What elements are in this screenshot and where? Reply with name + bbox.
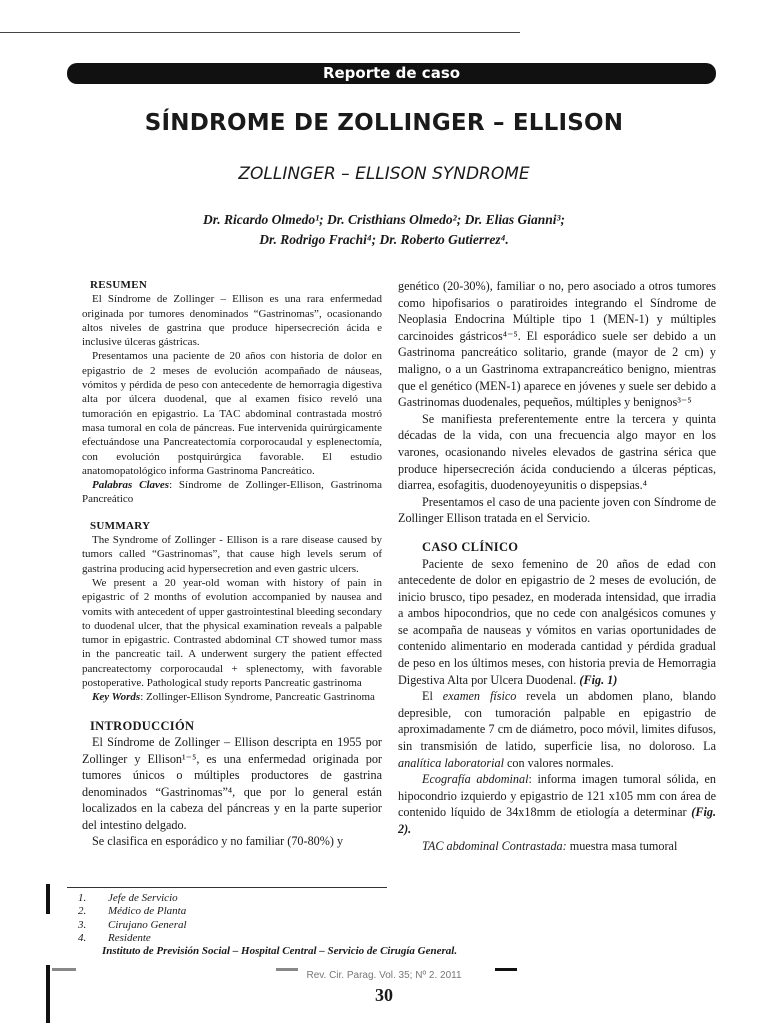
figure-ref: (Fig. 2).: [398, 805, 717, 836]
body-paragraph: TAC abdominal Contrastada: muestra masa tumoral: [422, 838, 678, 853]
resumen-heading: RESUMEN: [90, 279, 148, 291]
intro-paragraph: El Síndrome de Zollinger – Ellison descripta en 1955 por Zollinger y Ellison¹⁻⁵, es una enfermedad originada por tumores únicos o múltiples productores de gastrina denominados “Gastrinomas”⁴, que por lo general están localizados en la cabeza del páncreas y en la parte superior del intestino delgado.: [82, 734, 382, 832]
summary-paragraph: We present a 20 year-old woman with history of pain in epigastric of 2 months of evolution accompanied by nausea and vomits with antecedent of upper gastrointestinal bleeding secondary to duodenal ulcer, that the physical examination reveals a palpable tumor in epigastric. Contrasted abdominal CT showed tumor mass in the pancreatic tail. A underwent surgery the patient effected pancreatectomy corporocaudal + splenectomy, with favorable postoperative. Pathological study reports Pancreatic gastrinoma: [82, 576, 382, 690]
caso-clinico-heading: CASO CLÍNICO: [422, 539, 519, 554]
authors: [80, 210, 688, 250]
left-column: [82, 278, 382, 850]
figure-ref: (Fig. 1): [579, 672, 618, 687]
summary-paragraph: The Syndrome of Zollinger - Ellison is a rare disease caused by tumors called “Gastrinomas”, that cause high levels serum of gastrina producing acid hypersecretion and even gastric ulcers.: [82, 534, 382, 575]
body-paragraph: genético (20-30%), familiar o no, pero asociado a otros tumores como hipofisarios o paratiroides integrando el Síndrome de Neoplasia Endocrina Múltiple tipo 1 (MEN-1) y múltiples carcinoides gástricos⁴⁻⁵. El esporádico suele ser debido a un Gastrinoma pancreático solitario, grande (mayor de 2 cm) y maligno, o a un Gastrinoma extrapancreático benigno, mientras que el genético (MEN-1) aparece en jóvenes y suele ser debido a Gastrinomas duodenales, pequeños, múltiples y benignos³⁻⁵: [398, 279, 716, 410]
footnote: 2. Médico de Planta: [78, 905, 187, 918]
resumen-paragraph: Presentamos una paciente de 20 años con historia de dolor en epigastrio de 2 meses de evolución acompañado de náuseas, vómitos y pérdida de peso con antecedente de hemorragia digestiva alta por úlcera duodenal, que al examen físico reveló una tumoración en epigastrio. La TAC abdominal contrastada mostró masa tumoral en cola de páncreas. Fue intervenida quirúrgicamente efectuándose una Pancreatectomía corporocaudal y esplenectomía, con evolución postquirúrgica favorable. El estudio anatomopatológico informa Gastrinoma Pancreático.: [82, 350, 382, 477]
resumen-paragraph: El Síndrome de Zollinger – Ellison es una rara enfermedad originada por tumores denominados “Gastrinomas”, ocasionando altos niveles de gastrina que produce hipersecreción ácida e inclusive úlceras gástricas.: [82, 293, 382, 349]
footnote: 1. Jefe de Servicio: [78, 892, 178, 904]
body-paragraph: El examen físico revela un abdomen plano, blando depresible, con tumoración palpable en epigastrio de aproximadamente 7 cm de diámetro, poco móvil, limites difusos, sin transmisión de latido, superficie lisa, no doloroso. La analítica laboratorial con valores normales.: [398, 689, 717, 770]
intro-paragraph: Se clasifica en esporádico y no familiar (70-80%) y: [92, 834, 344, 849]
summary-heading: SUMMARY: [90, 519, 151, 532]
summary-keywords: Key Words: Zollinger-Ellison Syndrome, Pancreatic Gastrinoma: [92, 691, 375, 704]
body-paragraph: Ecografía abdominal: informa imagen tumoral sólida, en hipocondrio izquierdo y epigastrio de 121 x105 mm con área de contenido líquido de 34x18mm de etiología a determinar (Fig. 2).: [398, 772, 717, 836]
footnotes: [72, 892, 592, 958]
body-paragraph: Presentamos el caso de una paciente joven con Síndrome de Zollinger Ellison tratada en el Servicio.: [398, 494, 716, 526]
top-rule: [0, 32, 520, 33]
right-column: [398, 278, 716, 854]
authors-line-1: Dr. Ricardo Olmedo¹; Dr. Cristhians Olmedo²; Dr. Elias Gianni³;: [202, 212, 566, 227]
footnote-rule: [67, 887, 387, 888]
article-title: SÍNDROME DE ZOLLINGER – ELLISON: [144, 110, 624, 136]
footnote: 3. Cirujano General: [78, 918, 187, 931]
resumen-keywords: Palabras Claves: Síndrome de Zollinger-Ellison, Gastrinoma Pancreático: [82, 479, 382, 506]
section-band: Reporte de caso: [67, 63, 716, 84]
footnote: 4. Residente: [78, 931, 151, 944]
body-paragraph: Paciente de sexo femenino de 20 años de edad con antecedente de dolor en epigastrio de 2 meses de evolución, de inicio brusco, tipo pesadez, en moderada intensidad, que irradia a ambos hipocondrios, que no cede con analgésicos comunes y se acompaña de nauseas y vómitos en varias oportunidades de contenido alimentario en moderada cantidad y pérdida gradual de peso en los últimos meses, con historia previa de Hemorragia Digestiva Alta por Ulcera Duodenal. (Fig. 1): [398, 556, 716, 687]
page-number: 30: [375, 985, 393, 1005]
article-subtitle: ZOLLINGER – ELLISON SYNDROME: [238, 164, 530, 184]
intro-heading: INTRODUCCIÓN: [90, 718, 195, 733]
margin-bar: [46, 884, 50, 914]
journal-reference: Rev. Cir. Parag. Vol. 35; Nº 2. 2011: [306, 970, 462, 981]
body-paragraph: Se manifiesta preferentemente entre la tercera y quinta décadas de la vida, con una frecuencia algo mayor en los varones, ocasionando niveles elevados de gastrina sérica que produce hipersecreción ácida conduciendo a úlceras pépticas, diarrea, esofagitis, duodenoyeyunitis o dispepsias.⁴: [398, 411, 716, 493]
authors-line-2: Dr. Rodrigo Frachi⁴; Dr. Roberto Gutierrez⁴.: [259, 232, 509, 247]
institution: Instituto de Previsión Social – Hospital Central – Servicio de Cirugía General.: [102, 945, 458, 958]
